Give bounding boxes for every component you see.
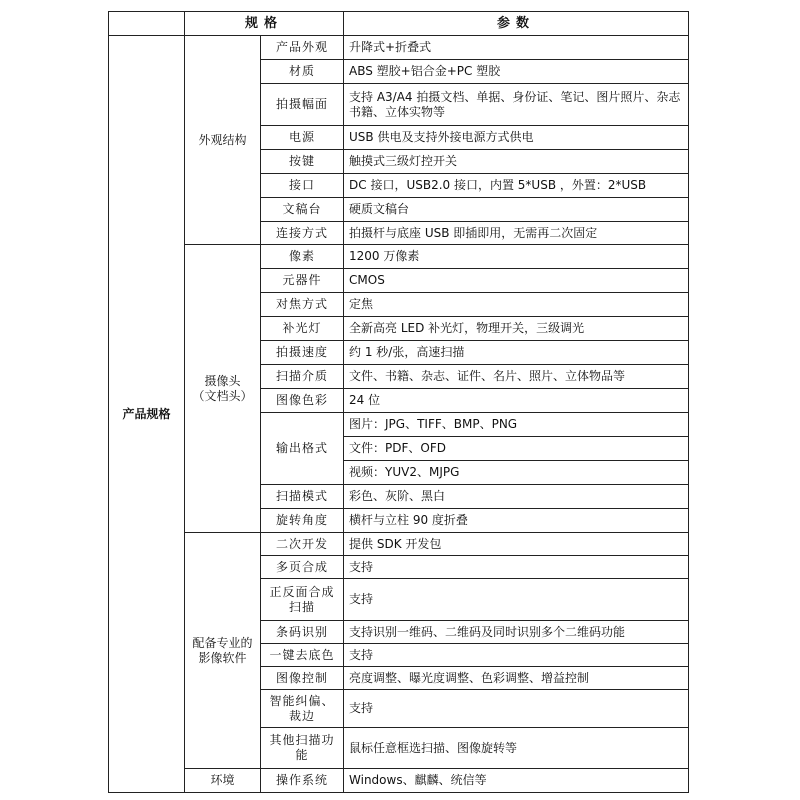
spec-name: 补光灯 [261,317,344,341]
spec-value: 支持 [344,690,689,728]
spec-name: 拍摄幅面 [261,84,344,126]
spec-name: 旋转角度 [261,509,344,533]
spec-name: 图像色彩 [261,389,344,413]
spec-value: 定焦 [344,293,689,317]
spec-value: 24 位 [344,389,689,413]
spec-table [108,11,689,793]
spec-row [109,533,689,556]
spec-value: 拍摄杆与底座 USB 即插即用，无需再二次固定 [344,222,689,245]
group-label: 配备专业的 影像软件 [185,533,261,769]
spec-value: 亮度调整、曝光度调整、色彩调整、增益控制 [344,667,689,690]
spec-value: 提供 SDK 开发包 [344,533,689,556]
spec-value: 图片：JPG、TIFF、BMP、PNG [344,413,689,437]
spec-value: 1200 万像素 [344,245,689,269]
header-row [109,12,689,36]
spec-table-body [109,12,689,793]
main-category-cell: 产品规格 [109,36,185,793]
spec-value: Windows、麒麟、统信等 [344,769,689,793]
spec-name: 电源 [261,126,344,150]
spec-name: 拍摄速度 [261,341,344,365]
spec-value: 支持 [344,644,689,667]
spec-name: 产品外观 [261,36,344,60]
group-label: 环境 [185,769,261,793]
spec-row [109,36,689,60]
spec-value: 文件、书籍、杂志、证件、名片、照片、立体物品等 [344,365,689,389]
spec-value: 支持 [344,556,689,579]
spec-name: 多页合成 [261,556,344,579]
header-spec: 规格 [185,12,344,36]
spec-value: 文件：PDF、OFD [344,437,689,461]
spec-value: 支持 [344,579,689,621]
group-label: 外观结构 [185,36,261,245]
spec-value: CMOS [344,269,689,293]
spec-name: 按键 [261,150,344,174]
spec-value: 支持 A3/A4 拍摄文档、单据、身份证、笔记、图片照片、杂志书籍、立体实物等 [344,84,689,126]
spec-row [109,769,689,793]
spec-name: 正反面合成扫描 [261,579,344,621]
spec-value: 视频：YUV2、MJPG [344,461,689,485]
spec-name: 元器件 [261,269,344,293]
spec-name: 操作系统 [261,769,344,793]
spec-value: 鼠标任意框选扫描、图像旋转等 [344,728,689,769]
spec-value: ABS 塑胶+铝合金+PC 塑胶 [344,60,689,84]
spec-value: 触摸式三级灯控开关 [344,150,689,174]
spec-value: 支持识别一维码、二维码及同时识别多个二维码功能 [344,621,689,644]
spec-name: 文稿台 [261,198,344,222]
spec-name: 二次开发 [261,533,344,556]
spec-value: 彩色、灰阶、黑白 [344,485,689,509]
spec-value: DC 接口，USB2.0 接口，内置 5*USB ，外置：2*USB [344,174,689,198]
spec-name: 材质 [261,60,344,84]
spec-value: 横杆与立柱 90 度折叠 [344,509,689,533]
spec-name: 智能纠偏、裁边 [261,690,344,728]
spec-name: 扫描介质 [261,365,344,389]
header-blank-cell [109,12,185,36]
spec-name: 输出格式 [261,413,344,485]
spec-name: 对焦方式 [261,293,344,317]
spec-value: 升降式+折叠式 [344,36,689,60]
spec-name: 一键去底色 [261,644,344,667]
spec-name: 扫描模式 [261,485,344,509]
spec-name: 图像控制 [261,667,344,690]
spec-row [109,245,689,269]
spec-value: USB 供电及支持外接电源方式供电 [344,126,689,150]
spec-value: 约 1 秒/张，高速扫描 [344,341,689,365]
spec-name: 条码识别 [261,621,344,644]
spec-name: 接口 [261,174,344,198]
group-label: 摄像头 （文档头） [185,245,261,533]
header-param: 参数 [344,12,689,36]
spec-name: 连接方式 [261,222,344,245]
spec-name: 像素 [261,245,344,269]
spec-value: 硬质文稿台 [344,198,689,222]
spec-value: 全新高亮 LED 补光灯，物理开关，三级调光 [344,317,689,341]
spec-name: 其他扫描功能 [261,728,344,769]
